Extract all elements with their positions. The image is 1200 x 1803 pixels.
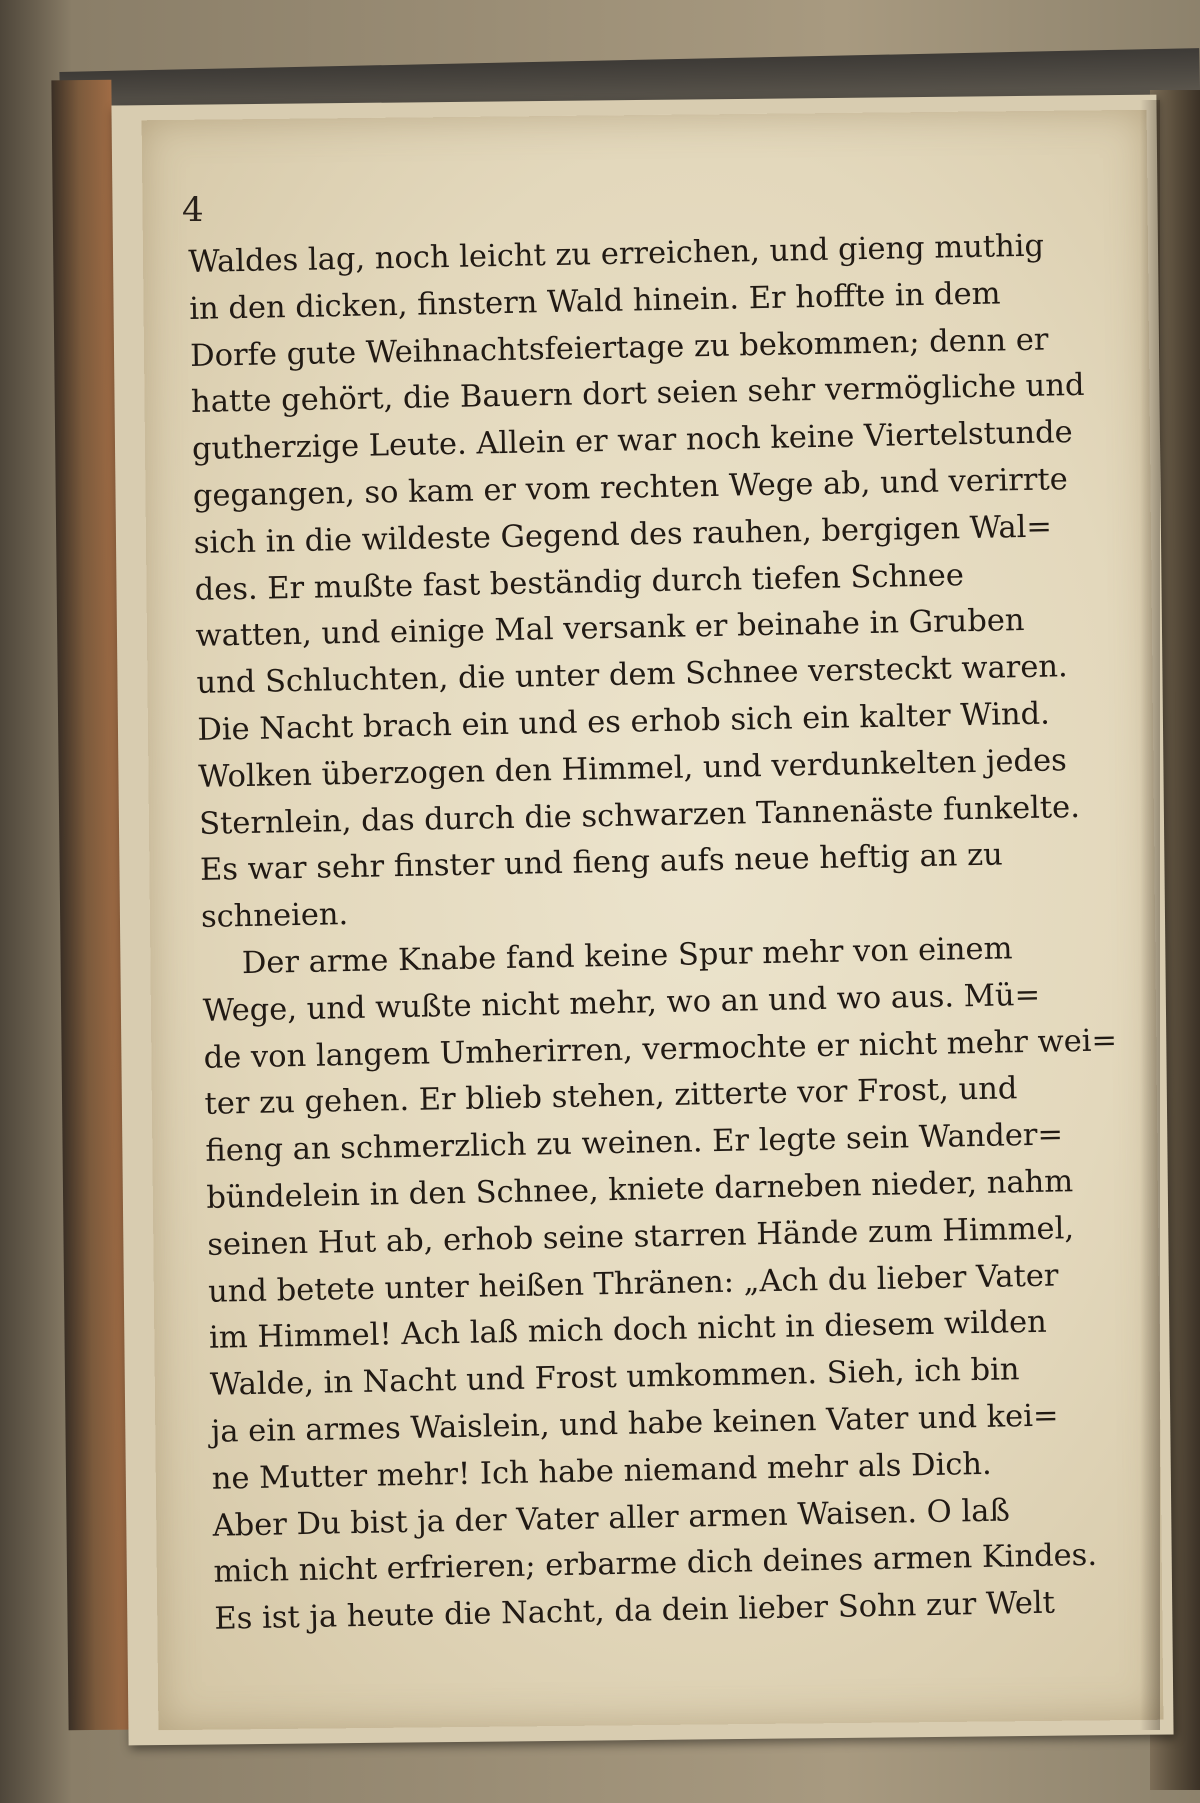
- text-line: Sternlein, das durch die schwarzen Tannenäste funkelte.: [198, 789, 1081, 842]
- text-line: Waldes lag, noch leicht zu erreichen, und gieng muthig: [188, 228, 1045, 280]
- text-line: hatte gehört, die Bauern dort seien sehr vermögliche und: [190, 368, 1085, 421]
- text-line: ja ein armes Waislein, und habe keinen Vater und kei=: [210, 1398, 1059, 1450]
- gutter-shadow: [1140, 100, 1160, 1730]
- text-line: de von langem Umherirren, vermochte er nicht mehr wei=: [203, 1022, 1118, 1076]
- text-line: des. Er mußte fast beständig durch tiefen Schnee: [194, 557, 965, 608]
- text-line: gegangen, so kam er vom rechten Wege ab, und verirrte: [192, 462, 1069, 514]
- page-number: 4: [182, 190, 204, 230]
- text-line: Wolken überzogen den Himmel, und verdunkelten jedes: [197, 742, 1068, 795]
- text-line: bündelein in den Schnee, kniete darneben nieder, nahm: [206, 1164, 1074, 1216]
- text-line: fieng an schmerzlich zu weinen. Er legte sein Wander=: [205, 1117, 1064, 1169]
- text-line: schneien.: [200, 897, 349, 936]
- text-line: und betete unter heißen Thränen: „Ach du lieber Vater: [207, 1258, 1059, 1310]
- text-line: gutherzige Leute. Allein er war noch keine Viertelstunde: [191, 415, 1074, 468]
- text-line: und Schluchten, die unter dem Schnee versteckt waren.: [196, 649, 1069, 702]
- text-line: Es ist ja heute die Nacht, da dein lieber Sohn zur Welt: [214, 1585, 1056, 1637]
- text-line: Der arme Knabe fand keine Spur mehr von einem: [241, 931, 1013, 982]
- text-line: Wege, und wußte nicht mehr, wo an und wo aus. Mü=: [202, 977, 1041, 1029]
- text-line: Aber Du bist ja der Vater aller armen Waisen. O laß: [212, 1492, 1011, 1544]
- text-line: Walde, in Nacht und Frost umkommen. Sieh, ich bin: [209, 1352, 1020, 1403]
- text-line: in den dicken, finstern Wald hinein. Er hoffte in dem: [188, 276, 1001, 327]
- text-line: sich in die wildeste Gegend des rauhen, bergigen Wal=: [193, 509, 1053, 561]
- text-line: ne Mutter mehr! Ich habe niemand mehr als Dich.: [211, 1446, 993, 1497]
- text-line: im Himmel! Ach laß mich doch nicht in diesem wilden: [208, 1305, 1048, 1357]
- page-text: [188, 223, 1125, 1644]
- text-line: Die Nacht brach ein und es erhob sich ein kalter Wind.: [197, 696, 1051, 748]
- text-line: mich nicht erfrieren; erbarme dich deines armen Kindes.: [213, 1538, 1098, 1591]
- text-line: watten, und einige Mal versank er beinahe in Gruben: [195, 603, 1025, 655]
- text-line: seinen Hut ab, erhob seine starren Hände zum Himmel,: [206, 1210, 1075, 1263]
- text-line: ter zu gehen. Er blieb stehen, zitterte vor Frost, und: [204, 1071, 1018, 1123]
- text-line: Dorfe gute Weihnachtsfeiertage zu bekommen; denn er: [189, 322, 1049, 374]
- text-line: Es war sehr finster und fieng aufs neue heftig an zu: [199, 837, 1004, 889]
